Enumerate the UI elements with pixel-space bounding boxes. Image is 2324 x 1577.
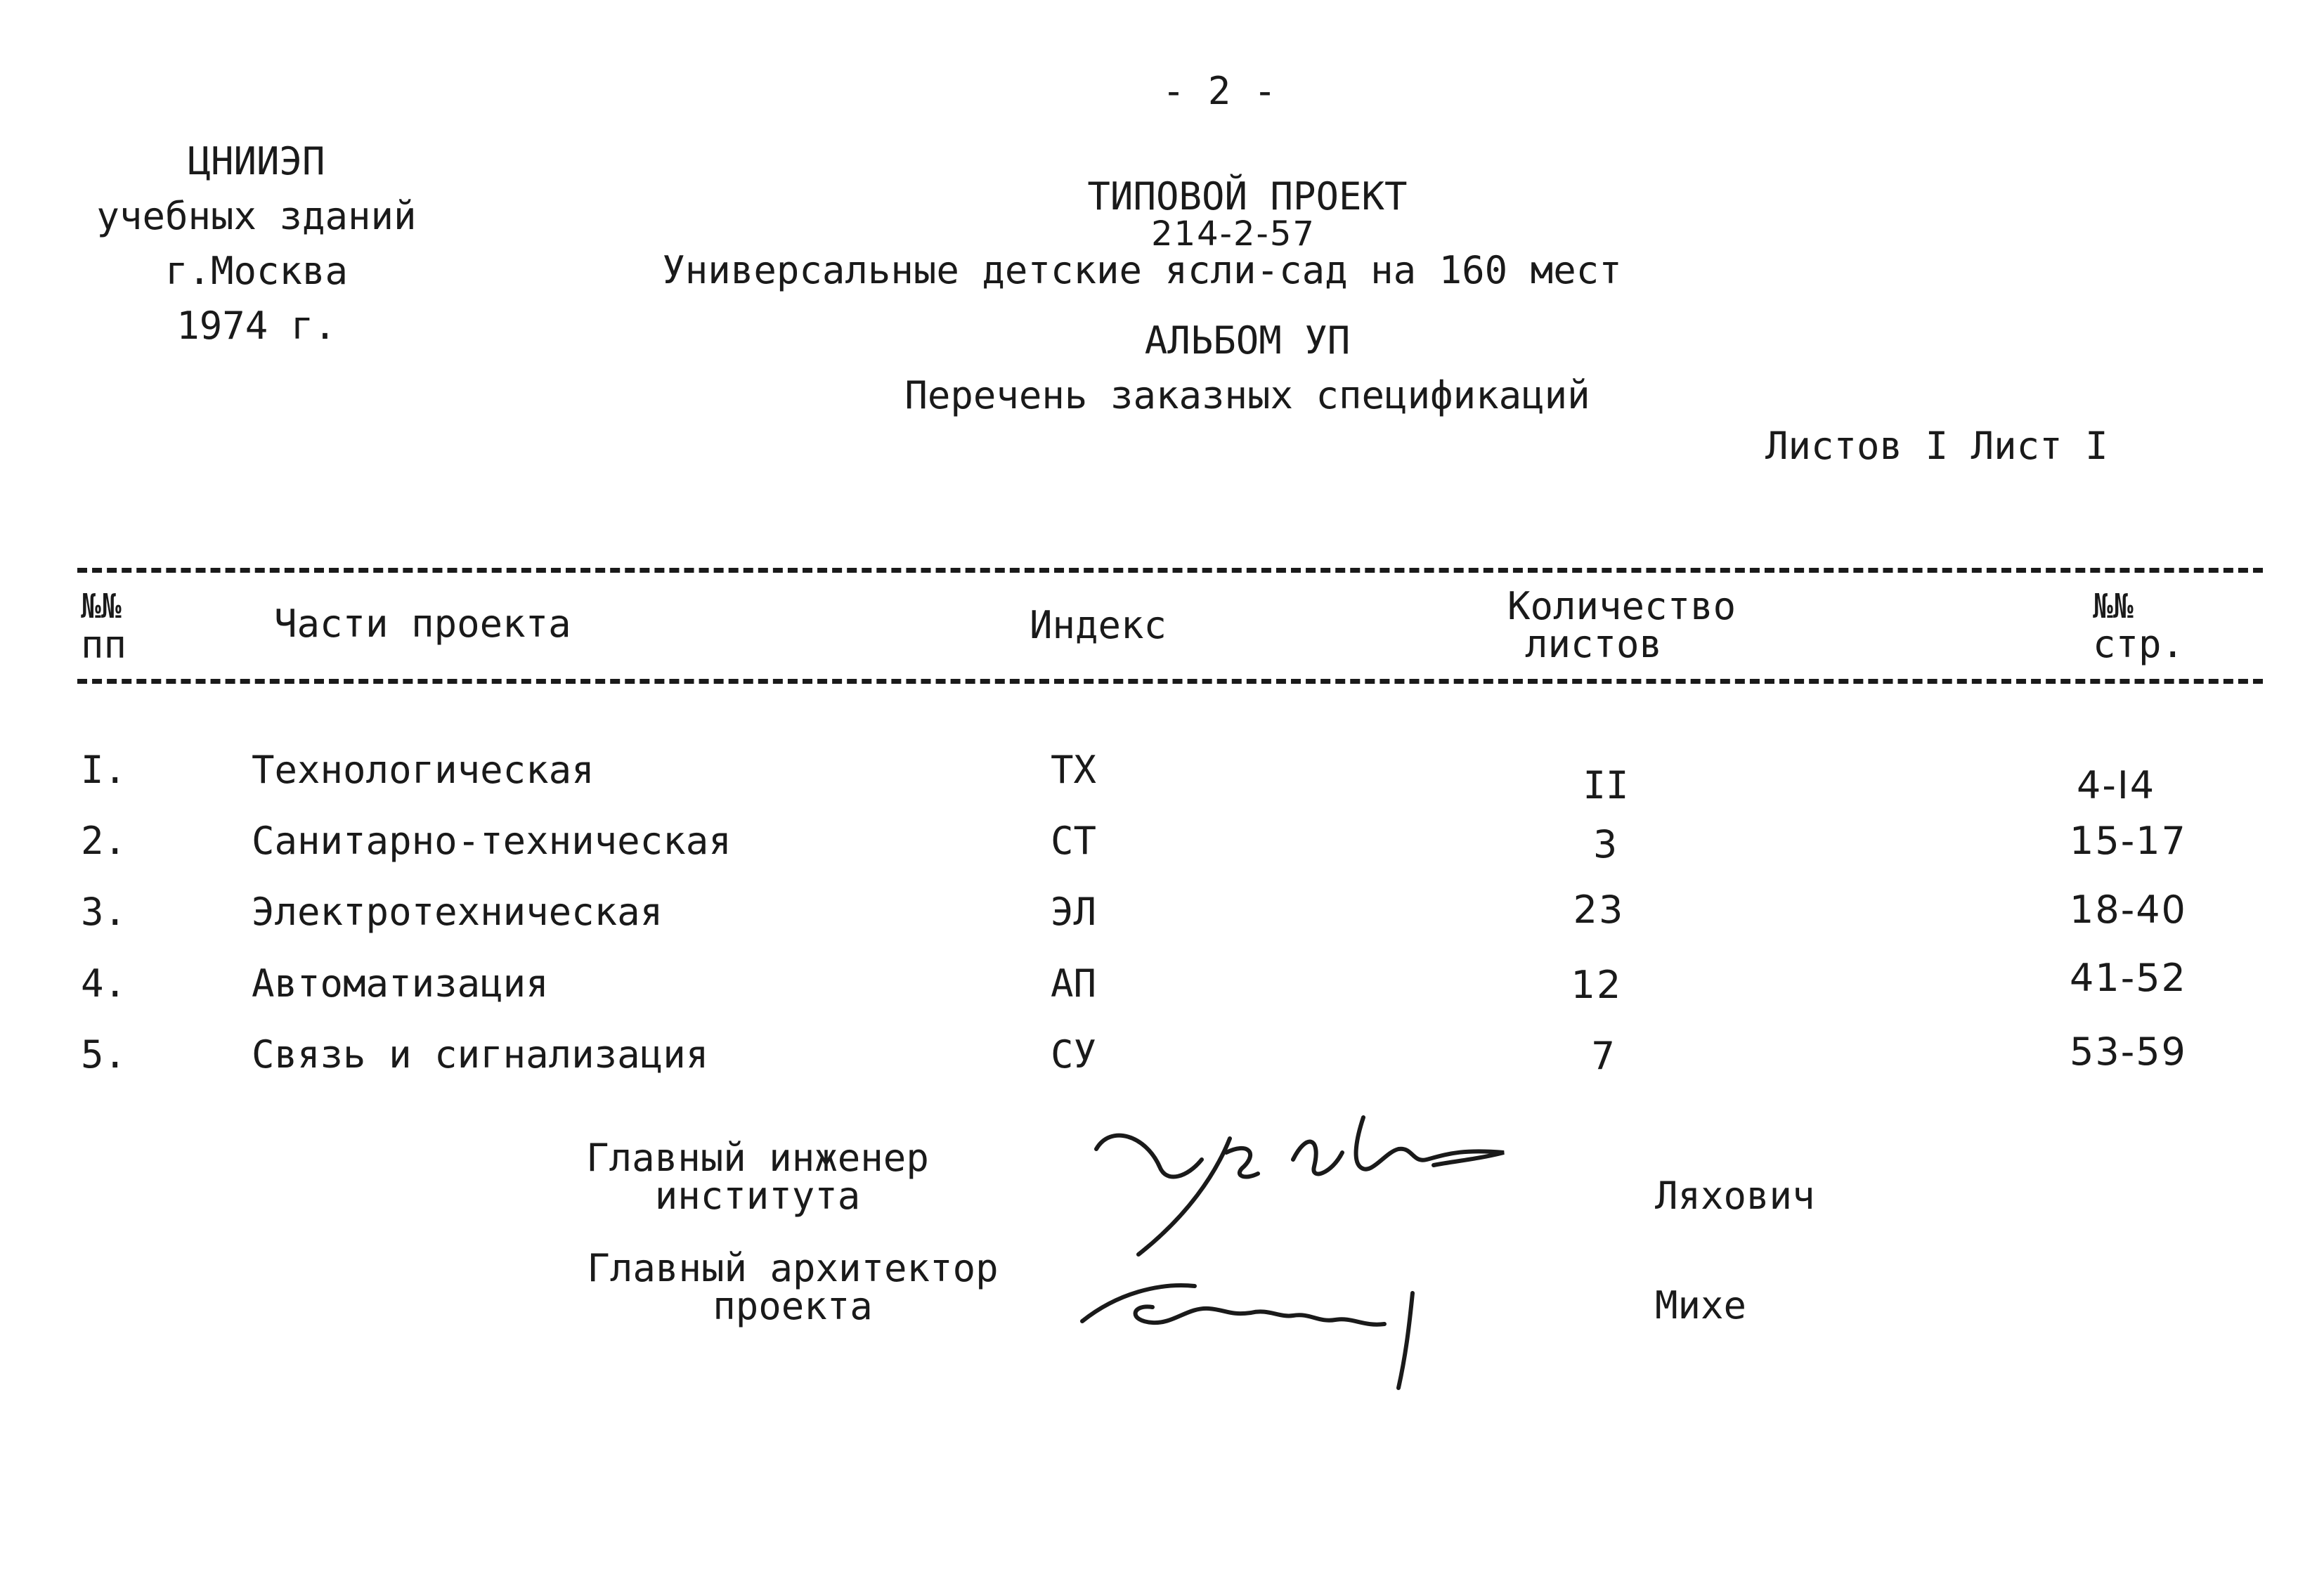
row-count: 7 (1590, 1034, 1617, 1078)
header-index: Индекс (1030, 603, 1167, 647)
page-number: - 2 - (1162, 69, 1277, 113)
sheets-info: Листов I Лист I (1765, 424, 2108, 468)
row-number: 5. (81, 1032, 127, 1077)
row-number: 2. (81, 819, 127, 863)
row-part: Связь и сигнализация (252, 1032, 709, 1077)
row-number: 4. (81, 961, 127, 1006)
row-number: I. (81, 748, 127, 792)
signature-role-line1: Главный архитектор (587, 1246, 999, 1290)
row-part: Электротехническая (252, 890, 663, 934)
table-header-rule (77, 679, 2263, 684)
document-subject: Перечень заказных спецификаций (904, 373, 1590, 417)
header-number-line1: №№ (81, 587, 122, 626)
album-title: АЛЬБОМ УП (1144, 318, 1351, 363)
signature-role-line1: Главный инженер (586, 1136, 929, 1180)
header-page-line2: стр. (2093, 622, 2185, 666)
header-number-line2: пп (81, 623, 127, 667)
row-count: 3 (1592, 822, 1619, 867)
row-part: Автоматизация (252, 961, 549, 1006)
row-index: АП (1051, 961, 1097, 1006)
organization-department: учебных зданий (96, 194, 417, 238)
organization-city: г.Москва (164, 249, 349, 293)
row-pages: 4-I4 (2077, 763, 2156, 807)
row-index: ЭЛ (1051, 890, 1097, 934)
row-index: СУ (1051, 1032, 1097, 1077)
project-number: 214-2-57 (1151, 214, 1316, 254)
handwritten-signature-architect (1075, 1265, 1497, 1391)
row-pages: 41-52 (2070, 956, 2187, 1000)
organization-year: 1974 г. (176, 304, 337, 348)
row-number: 3. (81, 890, 127, 934)
row-part: Технологическая (252, 748, 595, 792)
row-index: СТ (1051, 819, 1097, 863)
header-count-line2: листов (1525, 622, 1663, 666)
row-pages: 18-40 (2070, 888, 2187, 932)
header-page-line1: №№ (2093, 587, 2134, 626)
signature-role-line2: института (654, 1174, 861, 1218)
row-part: Санитарно-техническая (252, 819, 732, 863)
project-name: Универсальные детские ясли-сад на 160 мест (662, 248, 1622, 292)
row-count: 23 (1573, 888, 1625, 932)
row-pages: 53-59 (2070, 1030, 2187, 1074)
signature-name: Михе (1655, 1283, 1747, 1328)
handwritten-signature-engineer (1082, 1110, 1518, 1265)
table-top-rule (77, 568, 2263, 573)
row-count: II (1583, 763, 1629, 807)
organization-name: ЦНИИЭП (188, 139, 325, 183)
row-index: ТХ (1051, 748, 1097, 792)
signature-role-line2: проекта (713, 1284, 873, 1328)
header-part: Части проекта (274, 602, 571, 646)
project-title: ТИПОВОЙ ПРОЕКТ (1087, 174, 1408, 219)
row-pages: 15-17 (2070, 819, 2187, 863)
signature-name: Ляхович (1655, 1174, 1815, 1218)
row-count: 12 (1571, 963, 1623, 1007)
header-count-line1: Количество (1507, 584, 1736, 628)
